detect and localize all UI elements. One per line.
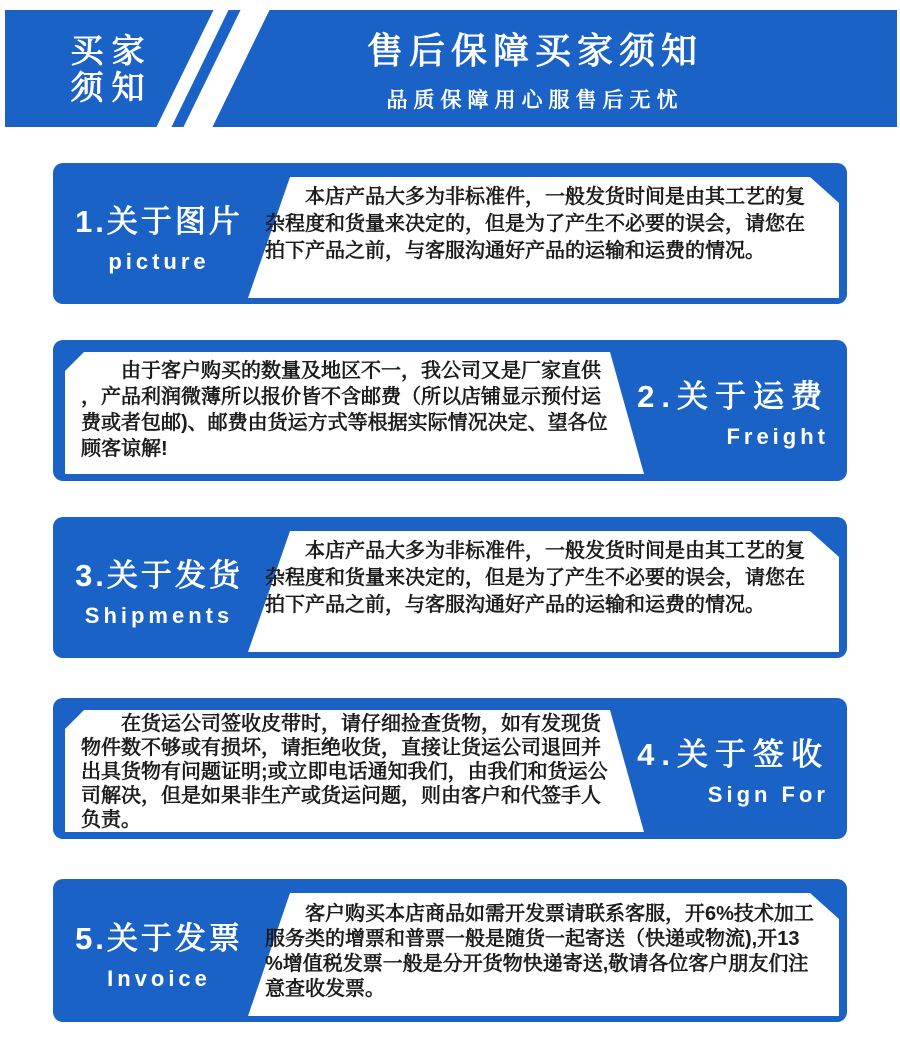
section-label-zh: 4.关于签收	[637, 737, 829, 772]
section-freight-label	[599, 340, 829, 481]
section-sign-for-body: 在货运公司签收皮带时，请仔细捡查货物，如有发现货物件数不够或有损坏，请拒绝收货，直接让货运公司退回并出具货物有问题证明;或立即电话通知我们，由我们和货运公司解决，但是如果非生产或货运问题，则由客户和代签手人负责。	[81, 713, 608, 831]
section-label-zh: 2.关于运费	[637, 379, 829, 414]
section-freight	[53, 340, 847, 481]
section-picture-body: 本店产品大多为非标准件，一般发货时间是由其工艺的复杂程度和货量来决定的，但是为了产生不必要的误会，请您在拍下产品之前，与客服沟通好产品的运输和运费的情况。	[265, 186, 805, 262]
section-freight-body: 由于客户购买的数量及地区不一，我公司又是厂家直供，产品利润微薄所以报价皆不含邮费（所以店铺显示预付运费或者包邮)、邮费由货运方式等根据实际情况决定、望各位顾客谅解!	[81, 360, 608, 460]
section-sign-for	[53, 698, 847, 839]
section-invoice-body: 客户购买本店商品如需开发票请联系客服，开6%技术加工服务类的增票和普票一般是随货一起寄送（快递或物流),开13%增值税发票一般是分开货物快递寄送,敬请各位客户朋友们注意查收发票。	[265, 903, 814, 1000]
buyer-notice-side-label	[35, 10, 180, 127]
section-label-zh: 5.关于发票	[75, 921, 243, 956]
section-label-en: Sign For	[707, 782, 829, 807]
section-sign-for-label	[599, 698, 829, 839]
section-label-zh: 3.关于发货	[75, 558, 243, 593]
section-label-en: picture	[108, 249, 210, 274]
section-invoice-label	[59, 879, 259, 1022]
section-invoice	[53, 879, 847, 1022]
section-label-zh: 1.关于图片	[75, 204, 243, 239]
page-subtitle: 品质保障用心服售后无忧	[386, 89, 684, 112]
page-title: 售后保障买家须知	[366, 30, 703, 71]
section-label-en: Shipments	[84, 603, 234, 628]
section-shipments-body: 本店产品大多为非标准件，一般发货时间是由其工艺的复杂程度和货量来决定的，但是为了产生不必要的误会，请您在拍下产品之前，与客服沟通好产品的运输和运费的情况。	[265, 540, 805, 616]
side-label-line1: 买家	[70, 31, 153, 69]
section-shipments	[53, 517, 847, 658]
section-shipments-label	[59, 517, 259, 658]
header-title-block	[312, 10, 752, 127]
section-picture	[53, 163, 847, 304]
side-label-line2: 须知	[70, 68, 153, 106]
section-label-en: Freight	[726, 424, 829, 449]
section-picture-label	[59, 163, 259, 304]
section-label-en: Invoice	[107, 966, 211, 991]
header-banner	[5, 10, 897, 127]
